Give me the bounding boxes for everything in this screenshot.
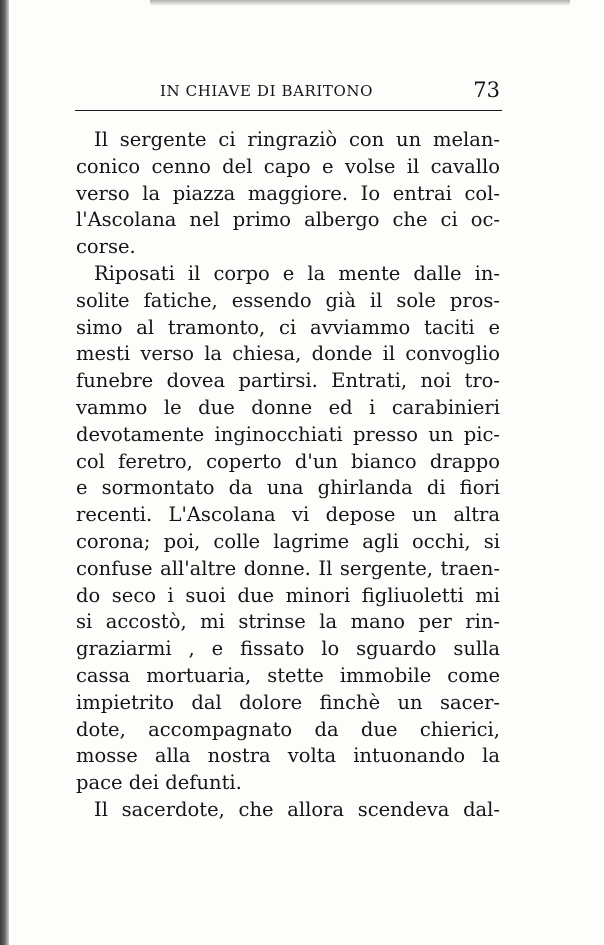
text-line: vammo le due donne ed i carabinieri: [76, 395, 500, 419]
text-line: mesti verso la chiesa, donde il convoglio: [76, 342, 500, 366]
text-line: Riposati il corpo e la mente dalle in-: [94, 261, 500, 285]
text-line: pace dei defunti.: [76, 771, 242, 795]
text-line: recenti. L'Ascolana vi depose un altra: [76, 503, 500, 527]
text-line: simo al tramonto, ci avviammo taciti e: [76, 315, 500, 339]
text-line: conico cenno del capo e volse il cavallo: [76, 154, 500, 178]
page-number: 73: [473, 78, 500, 102]
running-title: IN CHIAVE DI BARITONO: [160, 82, 374, 100]
body-text: [76, 127, 500, 824]
text-line: l'Ascolana nel primo albergo che ci oc-: [76, 208, 500, 232]
text-line: Il sacerdote, che allora scendeva dal-: [94, 797, 500, 821]
header-rule: [75, 110, 502, 111]
running-head: [160, 80, 500, 102]
text-line: corse.: [76, 235, 136, 259]
text-line: col feretro, coperto d'un bianco drappo: [76, 449, 500, 473]
text-line: funebre dovea partirsi. Entrati, noi tro-: [76, 369, 500, 393]
text-line: devotamente inginocchiati presso un pic-: [76, 422, 500, 446]
page-binding-edge: [0, 0, 9, 945]
text-line: impietrito dal dolore finchè un sacer-: [76, 690, 500, 714]
text-line: confuse all'altre donne. Il sergente, traen-: [76, 556, 500, 580]
text-line: cassa mortuaria, stette immobile come: [76, 663, 500, 687]
text-line: dote, accompagnato da due chierici,: [76, 717, 500, 741]
text-line: e sormontato da una ghirlanda di fiori: [76, 476, 500, 500]
text-line: solite fatiche, essendo già il sole pros-: [76, 288, 500, 312]
text-line: corona; poi, colle lagrime agli occhi, si: [76, 529, 500, 553]
text-line: Il sergente ci ringraziò con un melan-: [94, 128, 500, 151]
text-line: si accostò, mi strinse la mano per rin-: [76, 610, 500, 634]
text-line: graziarmi , e fissato lo sguardo sulla: [76, 637, 500, 661]
text-line: verso la piazza maggiore. Io entrai col-: [76, 181, 500, 205]
text-line: mosse alla nostra volta intuonando la: [76, 744, 500, 768]
scan-smudge: [150, 0, 570, 6]
text-line: do seco i suoi due minori figliuoletti mi: [76, 583, 500, 607]
